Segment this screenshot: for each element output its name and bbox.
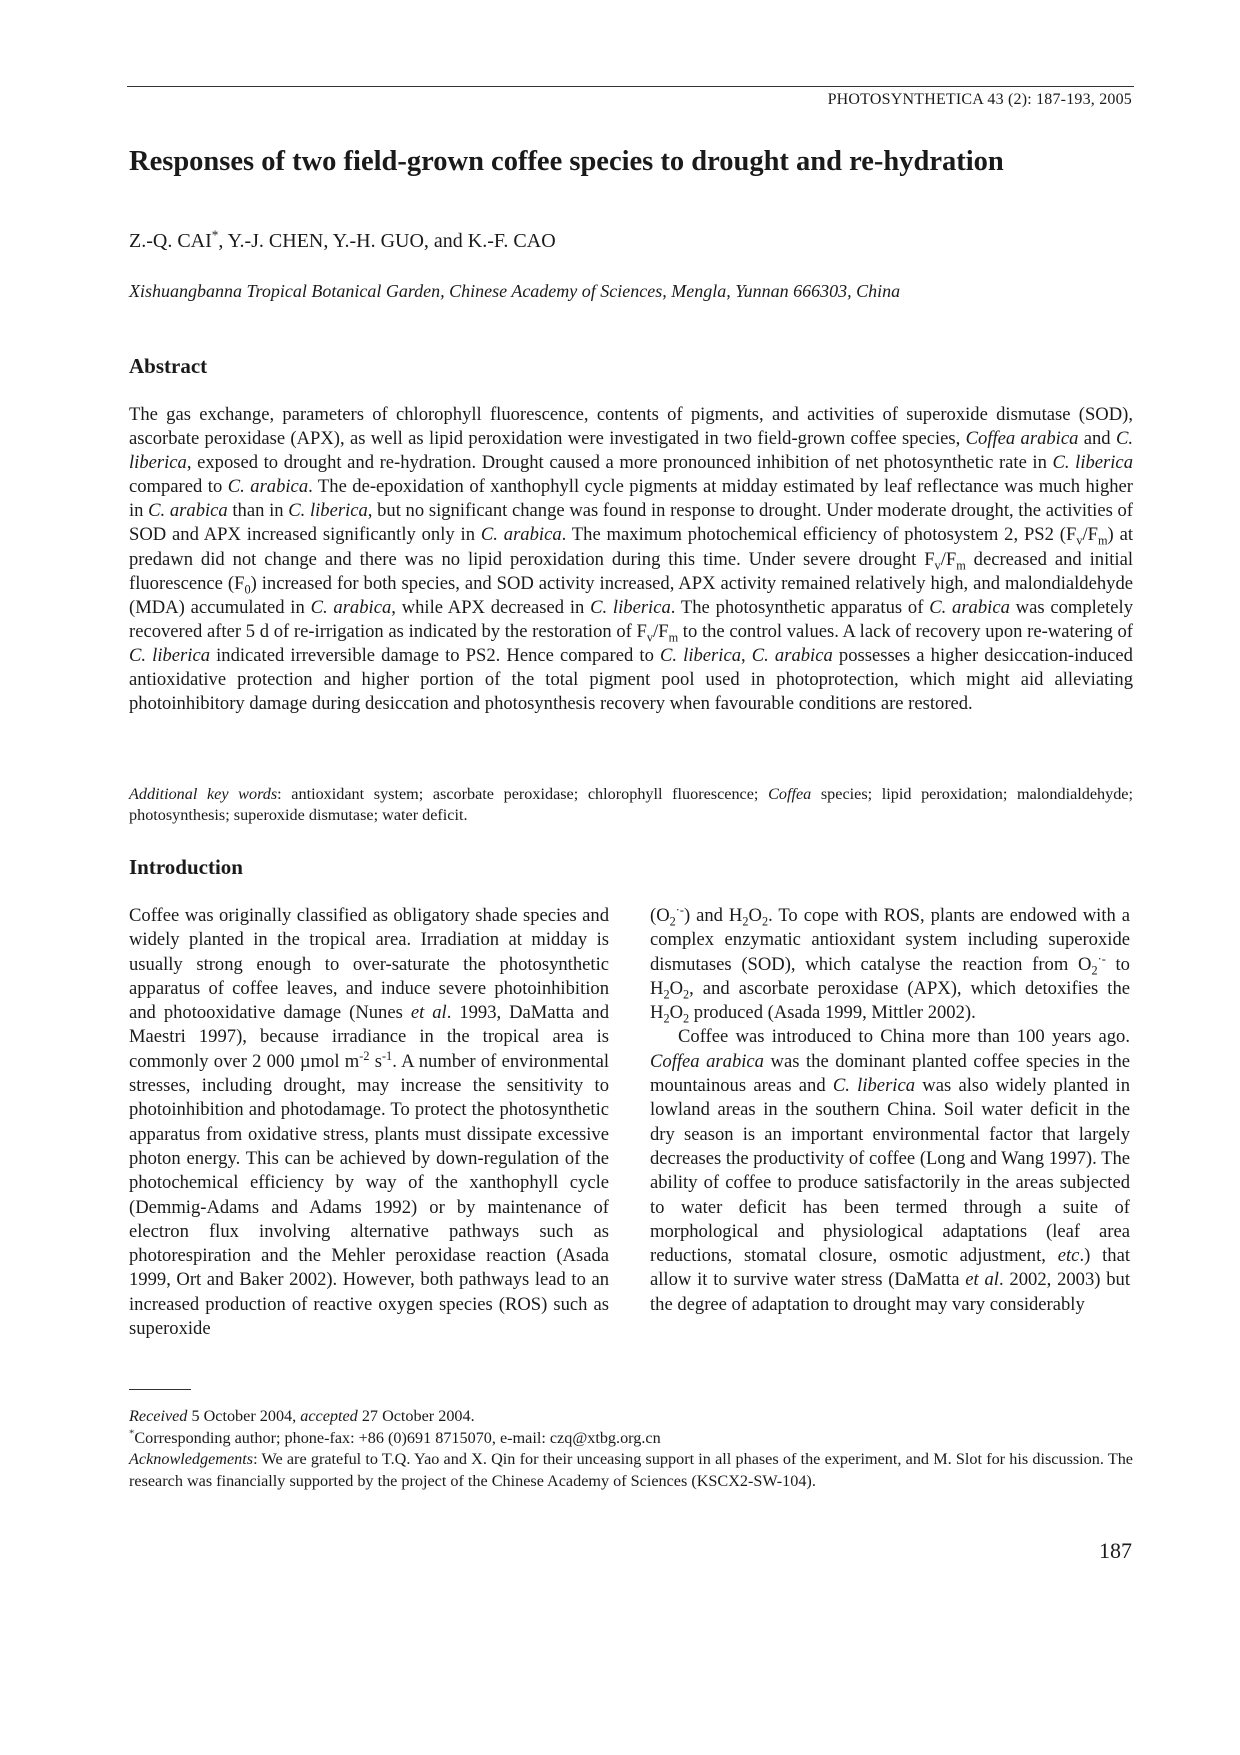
keywords-label: Additional key words	[129, 785, 278, 803]
author-list	[129, 227, 556, 253]
accepted-label: accepted	[300, 1407, 358, 1425]
acknowledgements	[129, 1449, 1133, 1492]
intro-column-right	[650, 904, 1130, 1317]
article-title: Responses of two field-grown coffee species to drought and re-hydration	[129, 146, 1004, 177]
ack-label: Acknowledgements	[129, 1450, 254, 1468]
corresponding-note	[129, 1428, 1133, 1450]
intro-paragraph-2: Coffee was introduced to China more than 100 years ago. Coffea arabica was the dominant planted coffee species in the mountainous areas and C. liberica was also widely planted in lowland areas in the southern China. Soil water deficit in the dry season is an important environmental factor that largely decreases the productivity of coffee (Long and Wang 1997). The ability of coffee to produce satisfactorily in the areas subjected to water deficit has been termed through a suite of morphological and physiological adaptations (leaf area reductions, stomatal closure, osmotic adjustment, etc.) that allow it to survive water stress (DaMatta et al. 2002, 2003) but the degree of adaptation to drought may vary considerably	[650, 1026, 1131, 1315]
intro-paragraph-1-cont: $(O_2^{\cdot-})$ and $H_2O_2$. To cope with ROS, plants are endowed with a complex enzymatic antioxidant system including superoxide dismutases (SOD), which catalyse the reaction from $O_2^{\cdot-}$ to $H_2O_2$, and ascorbate peroxidase (APX), which detoxifies the $H_2O_2$ produced (Asada 1999, Mittler 2002).	[650, 902, 1131, 1026]
abstract-heading: Abstract	[129, 354, 208, 378]
journal-citation: PHOTOSYNTHETICA 43 (2): 187-193, 2005	[827, 91, 1132, 108]
keywords	[129, 784, 1133, 826]
footnote-mark: *	[129, 1427, 135, 1440]
affiliation: Xishuangbanna Tropical Botanical Garden, Chinese Academy of Sciences, Mengla, Yunnan 666303, China	[129, 281, 901, 301]
introduction-heading: Introduction	[129, 855, 243, 879]
received-date: 5 October 2004,	[191, 1407, 297, 1425]
header-rule	[127, 86, 1134, 87]
received-label: Received	[129, 1407, 188, 1425]
footnote-rule	[129, 1389, 191, 1390]
corresponding-text: Corresponding author; phone-fax: +86 (0)691 8715070, e-mail: czq@xtbg.org.cn	[134, 1428, 661, 1447]
ack-text: : We are grateful to T.Q. Yao and X. Qin for their unceasing support in all phases of the experiment, and M. Slot for his discussion. The research was financially supported by the project of the Chinese Academy of Sciences (KSCX2-SW-104).	[129, 1450, 1133, 1490]
first-author: Z.-Q. CAI	[129, 230, 212, 252]
accepted-date: 27 October 2004.	[361, 1407, 475, 1425]
intro-column-left	[129, 904, 609, 1341]
received-note	[129, 1406, 1133, 1428]
keywords-text: : antioxidant system; ascorbate peroxidase; chlorophyll fluorescence; Coffea species; lipid peroxidation; malondialdehyde; photosynthesis; superoxide dismutase; water deficit.	[129, 785, 1133, 824]
other-authors: , Y.-J. CHEN, Y.-H. GUO, and K.-F. CAO	[218, 230, 556, 252]
abstract-text: The gas exchange, parameters of chlorophyll fluorescence, contents of pigments, and activities of superoxide dismutase (SOD), ascorbate peroxidase (APX), as well as lipid peroxidation were investigated in two field-grown coffee species, Coffea arabica and C. liberica, exposed to drought and re-hydration. Drought caused a more pronounced inhibition of net photosynthetic rate in C. liberica compared to C. arabica. The de-epoxidation of xanthophyll cycle pigments at midday estimated by leaf reflectance was much higher in C. arabica than in C. liberica, but no significant change was found in response to drought. Under moderate drought, the activities of SOD and APX increased significantly only in C. arabica. The maximum photochemical efficiency of photosystem 2, PS2 $(F_v/F_m)$ at predawn did not change and there was no lipid peroxidation during this time. Under severe drought $F_v/F_m$ decreased and initial fluorescence $(F_0)$ increased for both species, and SOD activity increased, APX activity remained relatively high, and malondialdehyde (MDA) accumulated in C. arabica, while APX decreased in C. liberica. The photosynthetic apparatus of C. arabica was completely recovered after 5 d of re-irrigation as indicated by the restoration of $F_v/F_m$ to the control values. A lack of recovery upon re-watering of C. liberica indicated irreversible damage to PS2. Hence compared to C. liberica, C. arabica possesses a higher desiccation-induced antioxidative protection and higher portion of the total pigment pool used in photoprotection, which might aid alleviating photoinhibitory damage during desiccation and photosynthesis recovery when favourable conditions are restored.	[129, 404, 1134, 715]
corresponding-mark: *	[211, 227, 219, 243]
page-number: 187	[1099, 1538, 1132, 1563]
intro-paragraph-1: Coffee was originally classified as obligatory shade species and widely planted in the tropical area. Irradiation at midday is usually strong enough to over-saturate the photosynthetic apparatus of coffee leaves, and induce severe photoinhibition and photooxidative damage (Nunes et al. 1993, DaMatta and Maestri 1997), because irradiance in the tropical area is commonly over 2 000 µmol $m^{-2}$ $s^{-1}$. A number of environmental stresses, including drought, may increase the sensitivity to photoinhibition and photodamage. To protect the photosynthetic apparatus from oxidative stress, plants must dissipate excessive photon energy. This can be achieved by down-regulation of the photochemical efficiency by way of the xanthophyll cycle (Demmig-Adams and Adams 1992) or by maintenance of electron flux involving alternative pathways such as photorespiration and the Mehler peroxidase reaction (Asada 1999, Ort and Baker 2002). However, both pathways lead to an increased production of reactive oxygen species (ROS) such as superoxide	[129, 905, 609, 1340]
footnotes	[129, 1406, 1133, 1492]
